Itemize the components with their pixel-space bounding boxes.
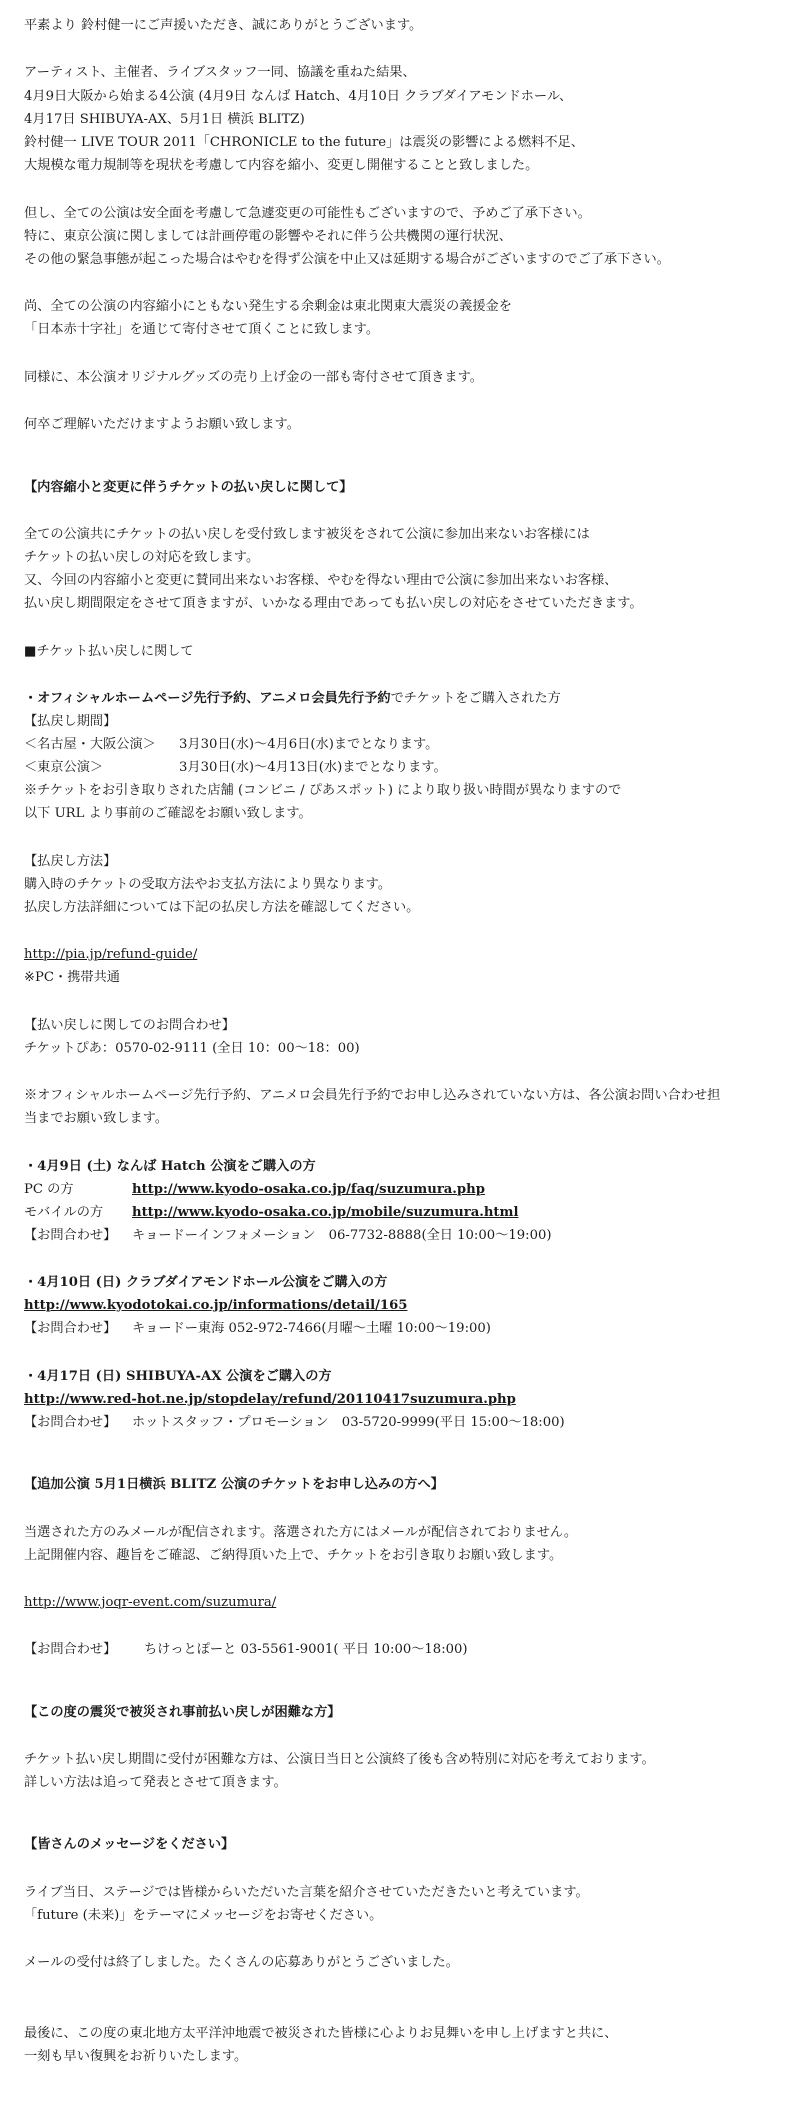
- refund-period-nagoya: [24, 736, 438, 754]
- closing-text: 最後に、この度の東北地方太平洋沖地震で被災された皆様に心よりお見舞いを申し上げますと共に、: [24, 2026, 618, 2041]
- refund-text: チケットの払い戻しの対応を致します。: [24, 550, 260, 565]
- messages-heading: 【皆さんのメッセージをください】: [24, 1837, 235, 1852]
- goods-donation-text: 同様に、本公演オリジナルグッズの売り上げ金の一部も寄付させて頂きます。: [24, 370, 483, 385]
- additional-contact-row: [24, 1641, 468, 1659]
- period-label: ＜名古屋・大阪公演＞: [24, 737, 156, 752]
- contact-value: キョードー東海 052-972-7466(月曜～土曜 10:00～19:00): [132, 1321, 491, 1336]
- refund-text: 全ての公演共にチケットの払い戻しを受付致します被災をされて公演に参加出来ないお客様には: [24, 527, 590, 542]
- pia-refund-link[interactable]: http://pia.jp/refund-guide/: [24, 947, 198, 962]
- contact-value: キョードーインフォメーション 06-7732-8888(全日 10:00～19:00): [132, 1228, 552, 1243]
- tokyo-contact-row: [24, 1414, 565, 1432]
- messages-closed-text: メールの受付は終了しました。たくさんの応募ありがとうございました。: [24, 1955, 459, 1970]
- intro-text: 鈴村健一 LIVE TOUR 2011「CHRONICLE to the future」は震災の影響による燃料不足、: [24, 135, 584, 150]
- contact-label: 【お問合わせ】: [24, 1415, 117, 1430]
- refund-period-heading: 【払戻し期間】: [24, 714, 117, 729]
- refund-method-text: 払戻し方法詳細については下記の払戻し方法を確認してください。: [24, 900, 420, 915]
- contact-label: 【お問合わせ】: [24, 1321, 117, 1336]
- pia-note: ※PC・携帯共通: [24, 970, 120, 985]
- mobile-label: モバイルの方: [24, 1205, 104, 1220]
- osaka-mobile-link[interactable]: http://www.kyodo-osaka.co.jp/mobile/suzumura.html: [132, 1205, 519, 1220]
- period-value: 3月30日(水)～4月13日(水)までとなります。: [179, 760, 447, 775]
- disaster-text: チケット払い戻し期間に受付が困難な方は、公演日当日と公演終了後も含め特別に対応を考えております。: [24, 1752, 655, 1767]
- refund-method-text: 購入時のチケットの受取方法やお支払方法により異なります。: [24, 877, 392, 892]
- other-purchaser-note: ※オフィシャルホームページ先行予約、アニメロ会員先行予約でお申し込みされていない方は、各公演お問い合わせ担: [24, 1088, 721, 1103]
- refund-sub-heading: ■チケット払い戻しに関して: [24, 644, 194, 659]
- period-value: 3月30日(水)～4月6日(水)までとなります。: [179, 737, 439, 752]
- contact-value: ホットスタッフ・プロモーション 03-5720-9999(平日 15:00～18:00): [132, 1415, 565, 1430]
- tokyo-heading: ・4月17日 (日) SHIBUYA-AX 公演をご購入の方: [24, 1369, 332, 1384]
- request-text: 何卒ご理解いただけますようお願い致します。: [24, 417, 300, 432]
- additional-text: 上記開催内容、趣旨をご確認、ご納得頂いた上で、チケットをお引き取りお願い致します。: [24, 1548, 563, 1563]
- disaster-heading: 【この度の震災で被災され事前払い戻しが困難な方】: [24, 1705, 341, 1720]
- intro-greeting: 平素より 鈴村健一にご声援いただき、誠にありがとうございます。: [24, 18, 423, 33]
- caution-text: その他の緊急事態が起こった場合はやむを得ず公演を中止又は延期する場合がございますのでご了承下さい。: [24, 252, 670, 267]
- refund-text: 又、今回の内容縮小と変更に賛同出来ないお客様、やむを得ない理由で公演に参加出来ないお客様、: [24, 573, 618, 588]
- official-purchaser-bold: ・オフィシャルホームページ先行予約、アニメロ会員先行予約: [24, 691, 391, 706]
- refund-text: 払い戻し期間限定をさせて頂きますが、いかなる理由であっても払い戻しの対応をさせていただきます。: [24, 596, 643, 611]
- closing-text: 一刻も早い復興をお祈りいたします。: [24, 2049, 248, 2064]
- contact-value: ちけっとぽーと 03-5561-9001( 平日 10:00～18:00): [144, 1642, 468, 1657]
- contact-label: 【お問合わせ】: [24, 1642, 117, 1657]
- disaster-text: 詳しい方法は追って発表とさせて頂きます。: [24, 1775, 287, 1790]
- tokyo-link[interactable]: http://www.red-hot.ne.jp/stopdelay/refund/20110417suzumura.php: [24, 1392, 516, 1407]
- refund-period-tokyo: [24, 759, 447, 777]
- additional-text: 当選された方のみメールが配信されます。落選された方にはメールが配信されておりません。: [24, 1525, 578, 1540]
- nagoya-link[interactable]: http://www.kyodotokai.co.jp/informations/detail/165: [24, 1298, 408, 1313]
- additional-show-heading: 【追加公演 5月1日横浜 BLITZ 公演のチケットをお申し込みの方へ】: [24, 1477, 444, 1492]
- osaka-mobile-row: [24, 1204, 519, 1222]
- contact-label: 【お問合わせ】: [24, 1228, 117, 1243]
- official-purchaser-rest: でチケットをご購入された方: [390, 691, 561, 706]
- osaka-pc-row: [24, 1181, 485, 1199]
- messages-text: 「future (未来)」をテーマにメッセージをお寄せください。: [24, 1908, 383, 1923]
- other-purchaser-note: 当までお願い致します。: [24, 1111, 169, 1126]
- donation-text: 「日本赤十字社」を通じて寄付させて頂くことに致します。: [24, 322, 380, 337]
- joqr-event-link[interactable]: http://www.joqr-event.com/suzumura/: [24, 1595, 277, 1610]
- refund-contact-heading: 【払い戻しに関してのお問合わせ】: [24, 1018, 235, 1033]
- intro-text: 大規模な電力規制等を現状を考慮して内容を縮小、変更し開催することと致しました。: [24, 158, 539, 173]
- intro-text: アーティスト、主催者、ライブスタッフ一同、協議を重ねた結果、: [24, 65, 416, 80]
- donation-text: 尚、全ての公演の内容縮小にともない発生する余剰金は東北関東大震災の義援金を: [24, 299, 512, 314]
- official-purchaser-heading: [24, 690, 561, 708]
- refund-contact-pia: チケットぴあ：0570-02-9111 (全日 10：00～18：00): [24, 1041, 360, 1056]
- caution-text: 但し、全ての公演は安全面を考慮して急遽変更の可能性もございますので、予めご了承下さい。: [24, 206, 591, 221]
- osaka-pc-link[interactable]: http://www.kyodo-osaka.co.jp/faq/suzumura.php: [132, 1182, 485, 1197]
- intro-text: 4月9日大阪から始まる4公演 (4月9日 なんば Hatch、4月10日 クラブダイアモンドホール、: [24, 89, 573, 104]
- nagoya-contact-row: [24, 1320, 491, 1338]
- pc-label: PC の方: [24, 1182, 74, 1197]
- caution-text: 特に、東京公演に関しましては計画停電の影響やそれに伴う公共機関の運行状況、: [24, 229, 512, 244]
- messages-text: ライブ当日、ステージでは皆様からいただいた言葉を紹介させていただきたいと考えています。: [24, 1885, 589, 1900]
- intro-text: 4月17日 SHIBUYA-AX、5月1日 横浜 BLITZ): [24, 112, 305, 127]
- nagoya-heading: ・4月10日 (日) クラブダイアモンドホール公演をご購入の方: [24, 1275, 388, 1290]
- osaka-heading: ・4月9日 (土) なんば Hatch 公演をご購入の方: [24, 1159, 316, 1174]
- refund-method-heading: 【払戻し方法】: [24, 854, 117, 869]
- refund-note: 以下 URL より事前のご確認をお願い致します。: [24, 806, 312, 821]
- osaka-contact-row: [24, 1227, 552, 1245]
- refund-note: ※チケットをお引き取りされた店舗 (コンビニ / ぴあスポット) により取り扱い時間が異なりますので: [24, 783, 622, 798]
- refund-heading: 【内容縮小と変更に伴うチケットの払い戻しに関して】: [24, 480, 353, 495]
- period-label: ＜東京公演＞: [24, 760, 104, 775]
